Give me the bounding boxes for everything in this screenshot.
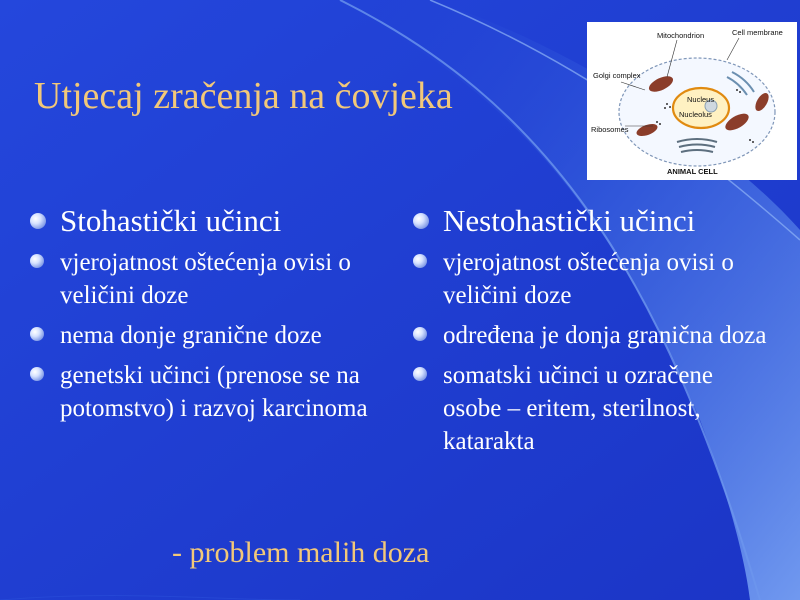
bullet-icon — [30, 213, 46, 229]
animal-cell-diagram — [587, 22, 797, 180]
bullet-icon — [30, 327, 44, 341]
label-cell-membrane: Cell membrane — [732, 28, 783, 37]
right-heading-row — [413, 202, 773, 240]
bullet-icon — [413, 254, 427, 268]
left-item: genetski učinci (prenose se na potomstvo) i razvoj karcinoma — [60, 362, 368, 422]
right-column — [413, 202, 773, 465]
label-mitochondrion: Mitochondrion — [657, 31, 705, 40]
label-nucleus: Nucleus — [687, 95, 715, 104]
footer-note: - problem malih doza — [172, 536, 430, 569]
left-heading: Stohastički učinci — [60, 203, 282, 238]
right-item: somatski učinci u ozračene osobe – eritem, sterilnost, katarakta — [443, 362, 714, 455]
bullet-icon — [30, 367, 44, 381]
left-column — [30, 202, 370, 432]
label-caption: ANIMAL CELL — [667, 167, 718, 176]
left-item: nema donje granične doze — [60, 322, 322, 349]
left-heading-row — [30, 202, 370, 240]
label-nucleolus: Nucleolus — [679, 110, 712, 119]
bullet-icon — [413, 367, 427, 381]
left-item: vjerojatnost oštećenja ovisi o veličini doze — [60, 249, 351, 309]
right-item: vjerojatnost oštećenja ovisi o veličini doze — [443, 249, 734, 309]
left-item-row — [30, 359, 370, 425]
right-item-row — [413, 319, 773, 352]
label-ribosomes: Ribosomes — [591, 125, 629, 134]
right-item-row — [413, 246, 773, 312]
slide-title: Utjecaj zračenja na čovjeka — [34, 75, 453, 117]
nucleus-shape — [673, 88, 729, 128]
right-heading: Nestohastički učinci — [443, 203, 696, 238]
left-item-row — [30, 319, 370, 352]
left-item-row — [30, 246, 370, 312]
right-item: određena je donja granična doza — [443, 322, 767, 349]
right-item-row — [413, 359, 773, 458]
bullet-icon — [30, 254, 44, 268]
bullet-icon — [413, 327, 427, 341]
label-golgi-complex: Golgi complex — [593, 71, 641, 80]
bullet-icon — [413, 213, 429, 229]
